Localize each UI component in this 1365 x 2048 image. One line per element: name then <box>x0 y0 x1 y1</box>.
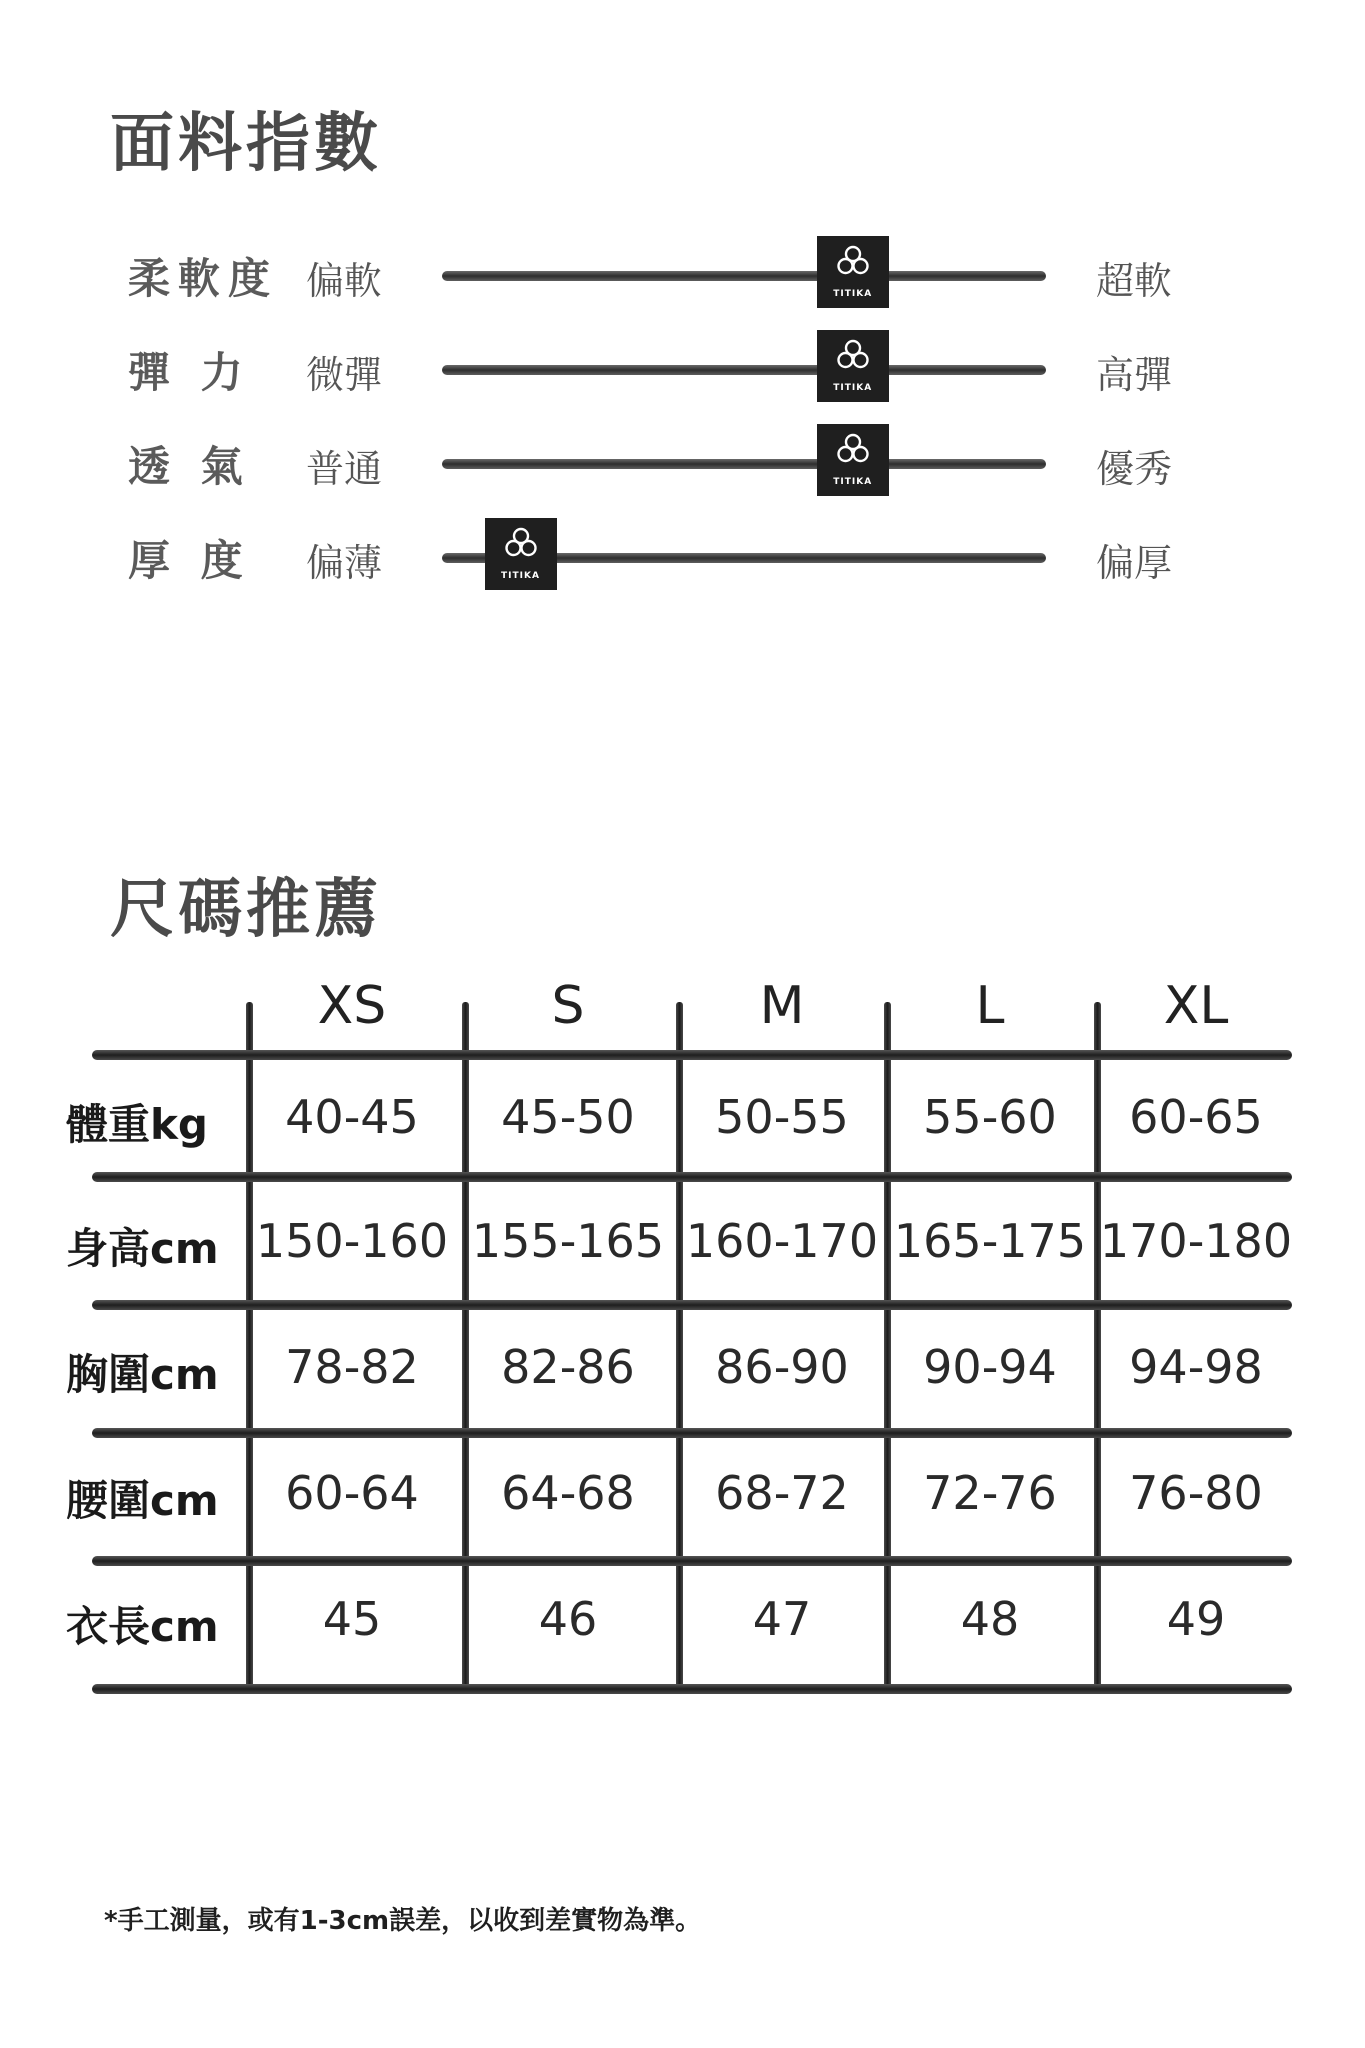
fabric-high-label: 高彈 <box>1096 353 1173 397</box>
size-row-label: 體重kg <box>66 1100 208 1149</box>
table-grid-horizontal-line <box>92 1172 1292 1182</box>
measurement-footnote: *手工測量，或有1-3cm誤差，以收到差實物為準。 <box>104 1906 702 1936</box>
fabric-row-label: 透 氣 <box>128 442 251 491</box>
fabric-high-label: 優秀 <box>1096 447 1173 491</box>
size-header: XS <box>317 976 387 1036</box>
fabric-row <box>0 518 1365 598</box>
size-table-cell: 160-170 <box>685 1214 879 1268</box>
fabric-row <box>0 424 1365 504</box>
size-table-cell: 68-72 <box>715 1466 849 1520</box>
fabric-low-label: 偏軟 <box>306 259 383 303</box>
size-header: S <box>551 976 585 1036</box>
fabric-level-marker <box>485 518 557 590</box>
size-table-cell: 170-180 <box>1099 1214 1293 1268</box>
table-grid-horizontal-line <box>92 1684 1292 1694</box>
marker-brand-text: TITIKA <box>833 383 873 393</box>
fabric-low-label: 微彈 <box>306 353 383 397</box>
size-table-cell: 46 <box>538 1592 598 1646</box>
size-table-cell: 86-90 <box>715 1340 849 1394</box>
fabric-scale-track <box>442 459 1046 469</box>
size-table-cell: 60-65 <box>1129 1090 1263 1144</box>
marker-brand-text: TITIKA <box>833 289 873 299</box>
table-grid-horizontal-line <box>92 1300 1292 1310</box>
fabric-level-marker <box>817 236 889 308</box>
size-table-cell: 94-98 <box>1129 1340 1263 1394</box>
table-grid-horizontal-line <box>92 1050 1292 1060</box>
clover-logo-icon <box>835 338 871 374</box>
size-table-cell: 50-55 <box>715 1090 849 1144</box>
fabric-scale-track <box>442 365 1046 375</box>
fabric-scale-track <box>442 271 1046 281</box>
fabric-row-label: 柔軟度 <box>128 254 279 303</box>
size-table-cell: 150-160 <box>255 1214 449 1268</box>
fabric-low-label: 偏薄 <box>306 541 383 585</box>
size-table-cell: 78-82 <box>285 1340 419 1394</box>
size-table-cell: 49 <box>1166 1592 1226 1646</box>
size-header: XL <box>1163 976 1229 1036</box>
fabric-row-label: 彈 力 <box>128 348 251 397</box>
size-table-cell: 155-165 <box>471 1214 665 1268</box>
size-table-cell: 72-76 <box>923 1466 1057 1520</box>
size-table-cell: 40-45 <box>285 1090 419 1144</box>
marker-brand-text: TITIKA <box>833 477 873 487</box>
size-row-label: 身高cm <box>66 1224 219 1273</box>
size-recommendation-title: 尺碼推薦 <box>110 873 382 947</box>
table-grid-horizontal-line <box>92 1556 1292 1566</box>
size-table-cell: 48 <box>960 1592 1020 1646</box>
size-table-cell: 45 <box>322 1592 382 1646</box>
fabric-level-marker <box>817 424 889 496</box>
fabric-index-title: 面料指數 <box>110 107 382 181</box>
size-table-cell: 76-80 <box>1129 1466 1263 1520</box>
size-table-cell: 82-86 <box>501 1340 635 1394</box>
size-table-cell: 47 <box>752 1592 812 1646</box>
fabric-row <box>0 236 1365 316</box>
size-table-cell: 165-175 <box>893 1214 1087 1268</box>
size-row-label: 腰圍cm <box>66 1476 219 1525</box>
size-row-label: 衣長cm <box>66 1602 219 1651</box>
clover-logo-icon <box>835 432 871 468</box>
size-table-cell: 55-60 <box>923 1090 1057 1144</box>
size-row-label: 胸圍cm <box>66 1350 219 1399</box>
size-header: L <box>975 976 1005 1036</box>
fabric-row <box>0 330 1365 410</box>
size-table-cell: 90-94 <box>923 1340 1057 1394</box>
clover-logo-icon <box>503 526 539 562</box>
clover-logo-icon <box>835 244 871 280</box>
fabric-level-marker <box>817 330 889 402</box>
marker-brand-text: TITIKA <box>501 571 540 581</box>
size-table-cell: 45-50 <box>501 1090 635 1144</box>
fabric-high-label: 超軟 <box>1096 259 1173 303</box>
fabric-high-label: 偏厚 <box>1096 541 1173 585</box>
size-header: M <box>759 976 805 1036</box>
size-table-cell: 60-64 <box>285 1466 419 1520</box>
table-grid-horizontal-line <box>92 1428 1292 1438</box>
fabric-row-label: 厚 度 <box>128 536 251 585</box>
fabric-low-label: 普通 <box>306 447 383 491</box>
size-table-cell: 64-68 <box>501 1466 635 1520</box>
